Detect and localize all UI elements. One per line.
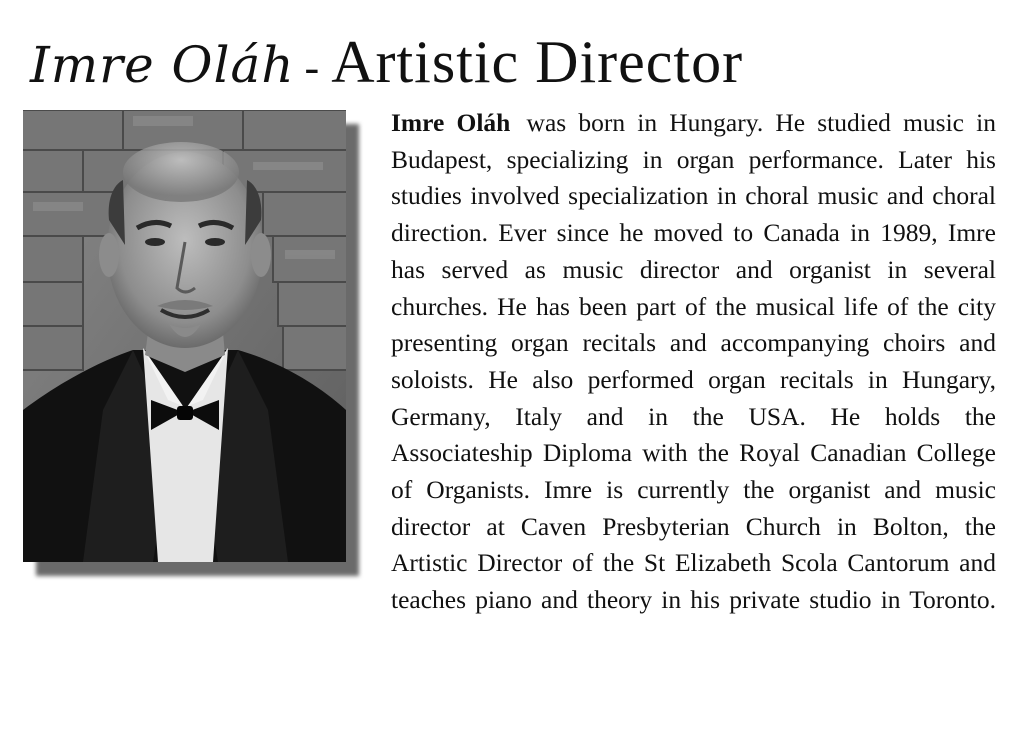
- biography-text: [391, 105, 996, 705]
- title-name: Imre Oláh: [30, 36, 295, 94]
- biography-name: Imre Oláh: [391, 108, 511, 137]
- portrait-photo: [23, 110, 346, 562]
- portrait-illustration: [23, 110, 346, 562]
- biography-body: was born in Hungary. He studied music in Budapest, specializing in organ performance. Later his studies involved specialization in choral music and choral direction. Ever since he moved to Canada in 1989, Imre has served as music director and organist in several churches. He has been part of the musical life of the city presenting organ recitals and accompanying choirs and soloists. He also performed organ recitals in Hungary, Germany, Italy and in the USA. He holds the Associateship Diploma with the Royal Canadian College of Organists. Imre is currently the organist and music director at Caven Presbyterian Church in Bolton, the Artistic Director of the St Elizabeth Scola Cantorum and teaches piano and theory in his private studio in Toronto.: [391, 108, 996, 615]
- title-dash: -: [304, 43, 320, 92]
- title-role: Artistic Director: [331, 29, 744, 95]
- page-title: [30, 22, 1010, 102]
